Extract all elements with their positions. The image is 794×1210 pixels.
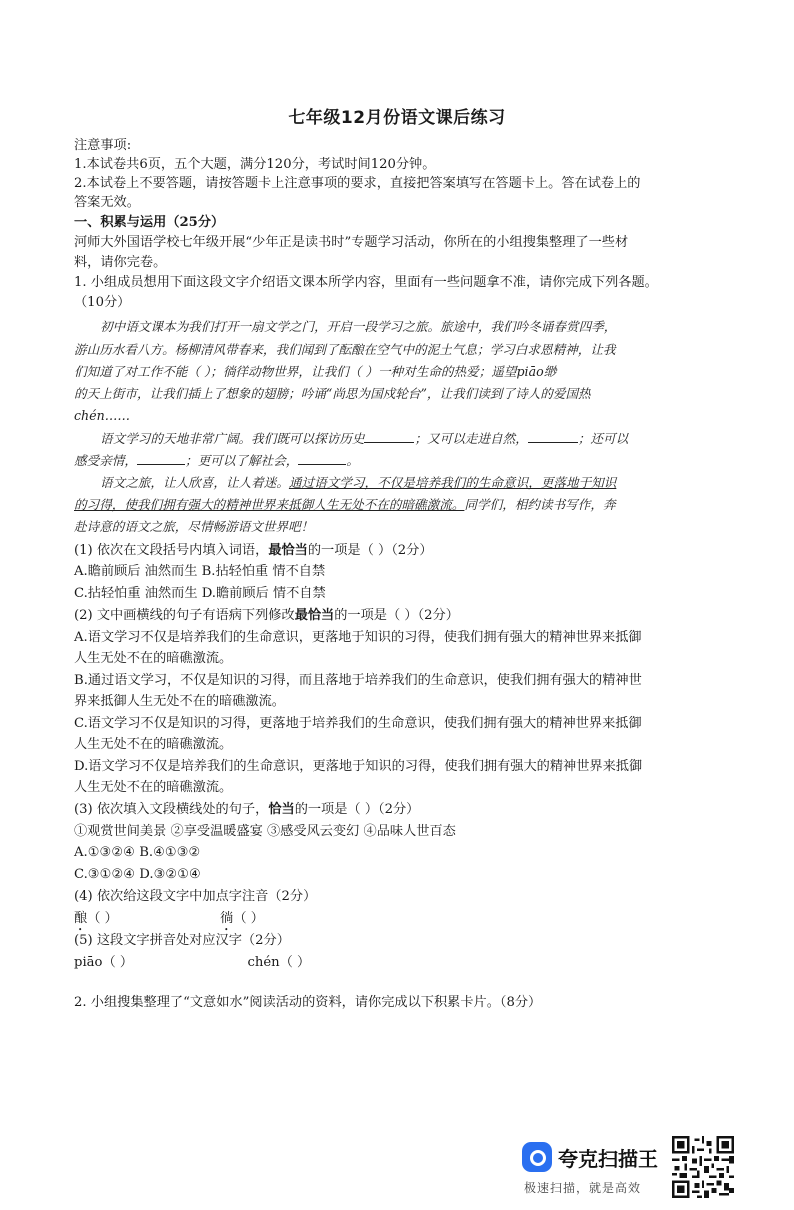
passage-line-5: chén……	[74, 408, 130, 423]
option-d-line-2: 人生无处不在的暗礁激流。	[74, 780, 233, 795]
passage-line-3-text: 们知道了对工作不能（ ）；徜徉动物世界，让我们（ ）一种对生命的热爱；遥望	[74, 364, 517, 379]
sub-question-3	[74, 800, 419, 820]
passage-line-8-a: 语文之旅，让人欣喜，让人着迷。	[100, 475, 289, 490]
quark-logo-icon	[522, 1142, 552, 1172]
dotted-char-chang: 徜	[220, 911, 234, 926]
section-1-intro-line-1: 河师大外国语学校七年级开展“少年正是读书时”专题学习活动，你所在的小组搜集整理了一些材	[74, 235, 629, 250]
sub-question-1-options-ab: A.瞻前顾后 油然而生 B.拈轻怕重 情不自禁	[74, 564, 326, 579]
passage-line-7	[74, 450, 359, 471]
section-1-heading: 一、积累与运用（25分）	[74, 215, 225, 230]
sub-question-2	[74, 606, 459, 626]
blank-2	[528, 428, 578, 443]
passage-line-4: 的天上街市，让我们插上了想象的翅膀；吟诵“尚思为国戍轮台”，让我们读到了诗人的爱国热	[74, 386, 591, 401]
answer-blank-2: （ ）	[233, 911, 264, 926]
answer-blank-1: （ ）	[87, 911, 118, 926]
sub-question-3-text: (3) 依次填入文段横线处的句子，	[74, 802, 269, 817]
passage-line-9	[74, 495, 616, 515]
passage-line-2: 游山历水看八方。杨柳清风带春来，我们闻到了酝酿在空气中的泥土气息；学习白求恩精神，让我	[74, 342, 616, 357]
sub-question-2-end: 的一项是（ ）（2分）	[334, 608, 459, 623]
sub-question-3-options-ab: A.①③②④ B.④①③②	[74, 845, 201, 860]
notes-heading: 注意事项:	[74, 138, 132, 153]
passage-line-1: 初中语文课本为我们打开一扇文学之门，开启一段学习之旅。旅途中，我们吟冬诵春赏四季，	[100, 319, 617, 334]
sub-question-1-emphasis: 最恰当	[268, 543, 308, 558]
question-1-line-2: （10分）	[74, 295, 131, 310]
sub-question-3-end: 的一项是（ ）（2分）	[294, 802, 420, 817]
sub-question-3-sentences: ①观赏世间美景 ②享受温暖盛宴 ③感受风云变幻 ④品味人世百态	[74, 824, 456, 839]
sub-question-2-text: (2) 文中画横线的句子有语病下列修改	[74, 608, 295, 623]
option-b-line-1: B.通过语文学习，不仅是知识的习得，而且落地于培养我们的生命意识，使我们拥有强大的精神世	[74, 673, 642, 688]
passage-line-7-c: 。	[346, 453, 359, 468]
option-b-line-2: 界来抵御人生无处不在的暗礁激流。	[74, 694, 285, 709]
sub-question-4: (4) 依次给这段文字中加点字注音（2分）	[74, 889, 317, 904]
passage-line-10: 赴诗意的语文之旅，尽情畅游语文世界吧！	[74, 519, 314, 534]
note-2-line-1: 2.本试卷上不要答题，请按答题卡上注意事项的要求，直接把答案填写在答题卡上。答在试卷上的	[74, 176, 641, 191]
passage-line-9-b: 同学们，相约读书写作，奔	[464, 497, 616, 512]
question-1-line-1: 1. 小组成员想用下面这段文字介绍语文课本所学内容，里面有一些问题拿不准，请你完成下列各题。	[74, 275, 658, 290]
blank-1	[364, 428, 414, 443]
pinyin-piao-label: piāo	[74, 955, 103, 970]
sub-question-1-options-cd: C.拈轻怕重 油然而生 D.瞻前顾后 情不自禁	[74, 586, 326, 601]
passage-line-6	[100, 428, 628, 449]
sub-question-3-emphasis: 恰当	[268, 802, 295, 817]
sub-question-1	[74, 541, 433, 561]
scanner-watermark	[522, 1138, 670, 1195]
underlined-sentence-part-1: 通过语文学习，不仅是培养我们的生命意识，更落地于知识	[288, 475, 617, 490]
app-slogan: 极速扫描，就是高效	[524, 1181, 642, 1195]
underlined-sentence-part-2: 的习得，使我们拥有强大的精神世界来抵御人生无处不在的暗礁激流。	[74, 497, 465, 512]
pinyin-chen-label: chén	[247, 955, 280, 970]
page-title: 七年级12月份语文课后练习	[288, 108, 506, 128]
pinyin-piao: piāo	[516, 364, 544, 379]
passage-line-7-a: 感受亲情，	[74, 453, 137, 468]
passage-line-6-b: ；又可以走进自然，	[414, 431, 528, 446]
answer-blank-4: （ ）	[279, 955, 311, 970]
sub-question-3-options-cd: C.③①②④ D.③②①④	[74, 867, 201, 882]
sub-question-5-answers	[74, 953, 310, 973]
sub-question-2-emphasis: 最恰当	[294, 608, 335, 623]
option-c-line-2: 人生无处不在的暗礁激流。	[74, 737, 233, 752]
blank-3	[137, 450, 185, 465]
sub-question-5: (5) 这段文字拼音处对应汉字（2分）	[74, 933, 290, 948]
note-2-line-2: 答案无效。	[74, 195, 140, 210]
qr-code-icon	[672, 1136, 734, 1198]
answer-blank-3: （ ）	[102, 955, 134, 970]
option-a-line-2: 人生无处不在的暗礁激流。	[74, 651, 233, 666]
note-1: 1.本试卷共6页，五个大题，满分120分，考试时间120分钟。	[74, 157, 436, 172]
option-d-line-1: D.语文学习不仅是培养我们的生命意识，更落地于知识的习得，使我们拥有强大的精神世界来抵御	[74, 759, 643, 774]
sub-question-1-end: 的一项是（ ）（2分）	[307, 543, 433, 558]
option-c-line-1: C.语文学习不仅是知识的习得，更落地于培养我们的生命意识，使我们拥有强大的精神世界来抵御	[74, 716, 642, 731]
question-2: 2. 小组搜集整理了“文意如水”阅读活动的资料，请你完成以下积累卡片。（8分）	[74, 995, 542, 1010]
section-1-intro-line-2: 料，请你完卷。	[74, 255, 167, 270]
sub-question-1-text: (1) 依次在文段括号内填入词语，	[74, 543, 269, 558]
passage-line-7-b: ；更可以了解社会，	[184, 453, 299, 468]
passage-line-8	[100, 473, 616, 493]
passage-line-6-a: 语文学习的天地非常广阔。我们既可以探访历史	[100, 431, 365, 446]
passage-line-3-end: 缈	[543, 364, 557, 379]
passage-line-6-c: ；还可以	[577, 431, 629, 446]
dotted-char-niang: 酿	[74, 911, 88, 926]
blank-4	[298, 450, 346, 465]
app-name: 夸克扫描王	[558, 1147, 658, 1171]
option-a-line-1: A.语文学习不仅是培养我们的生命意识，更落地于知识的习得，使我们拥有强大的精神世界来抵御	[74, 630, 642, 645]
passage-line-3	[74, 362, 556, 382]
